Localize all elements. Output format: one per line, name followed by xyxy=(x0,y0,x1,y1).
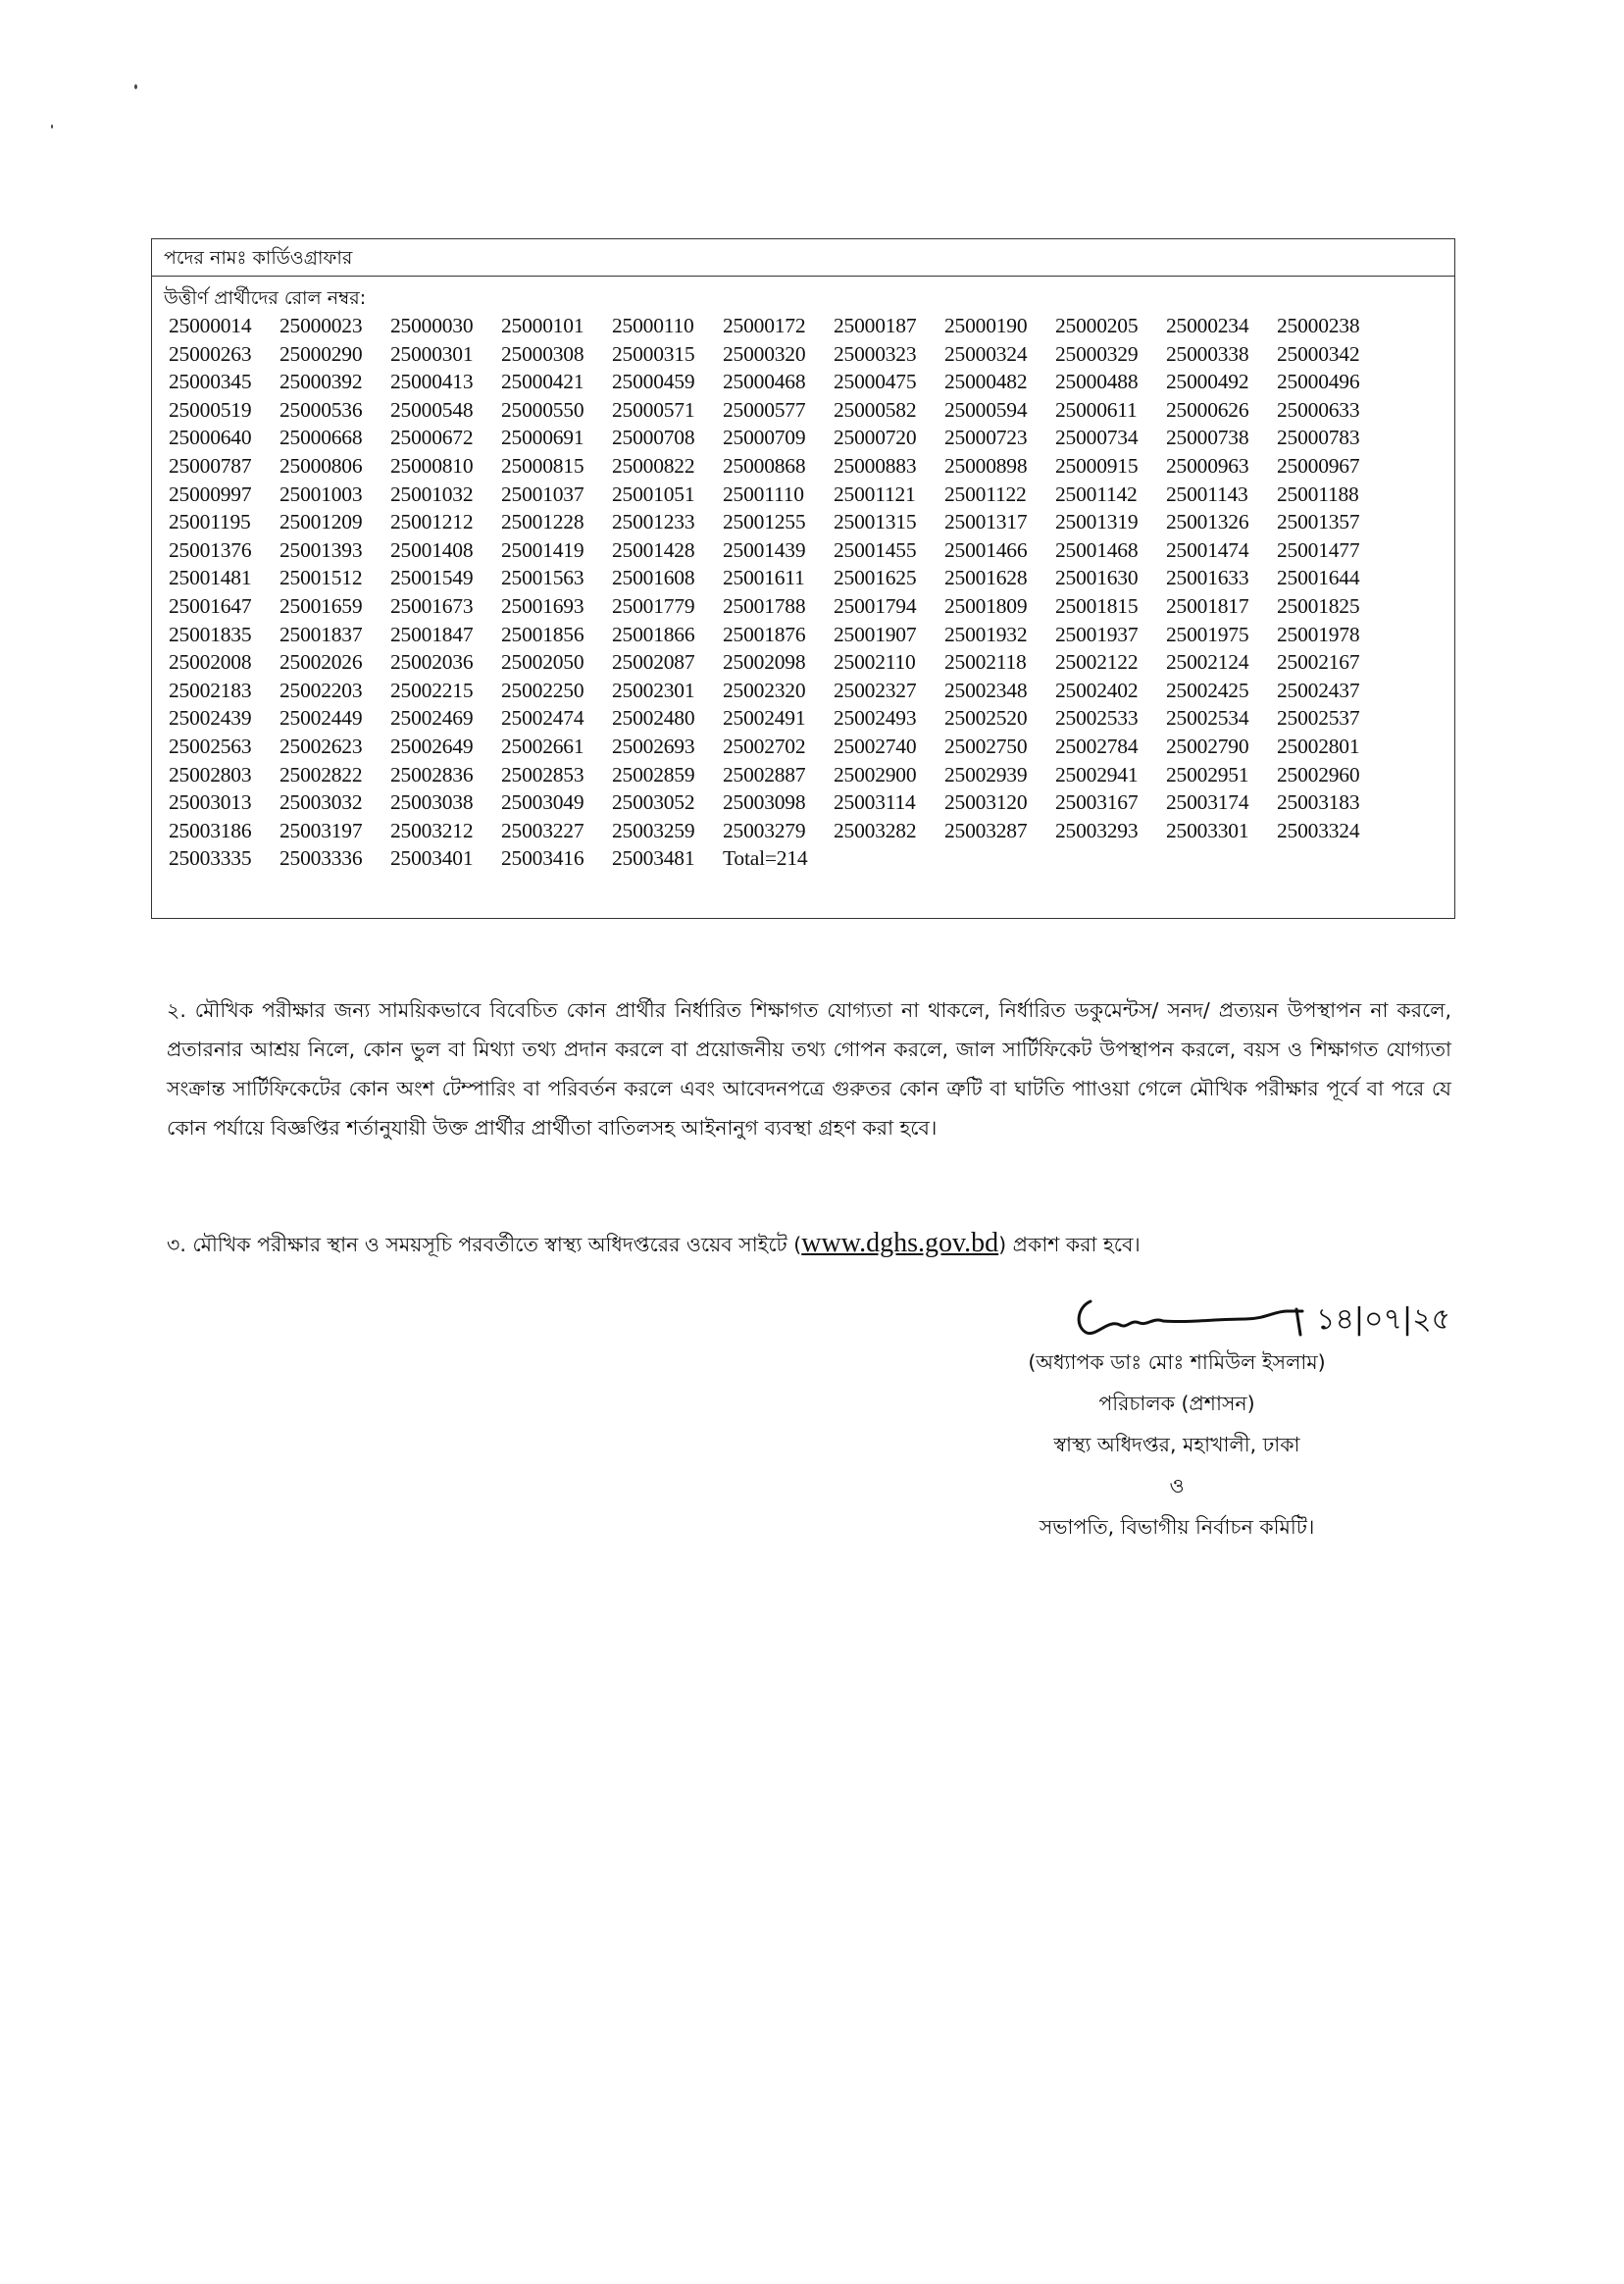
roll-number: 25000110 xyxy=(612,314,694,337)
roll-number: 25003013 xyxy=(169,790,252,815)
roll-number: 25000548 xyxy=(390,397,474,422)
roll-number: 25000320 xyxy=(723,341,806,366)
roll-number: 25001315 xyxy=(834,510,917,534)
roll-number: 25003293 xyxy=(1055,818,1139,842)
roll-number: 25003416 xyxy=(501,846,584,871)
roll-number: 25003197 xyxy=(279,818,363,842)
roll-number: 25002740 xyxy=(834,734,917,758)
roll-number: 25000787 xyxy=(169,453,252,478)
roll-number: 25002425 xyxy=(1166,678,1249,702)
roll-number: 25001477 xyxy=(1277,537,1360,562)
roll-number: 25000997 xyxy=(169,482,252,506)
roll-number: 25002939 xyxy=(944,762,1028,787)
roll-number: 25002533 xyxy=(1055,706,1139,731)
roll-number: 25001628 xyxy=(944,566,1028,590)
roll-number: 25002036 xyxy=(390,650,474,675)
roll-number: 25001319 xyxy=(1055,510,1139,534)
signatory-role: সভাপতি, বিভাগীয় নির্বাচন কমিটি। xyxy=(1039,1515,1315,1539)
roll-number: 25000640 xyxy=(169,426,252,450)
roll-number: 25002951 xyxy=(1166,762,1249,787)
roll-number: 25002563 xyxy=(169,734,252,758)
roll-number: 25001815 xyxy=(1055,593,1139,618)
roll-number: 25003279 xyxy=(723,818,806,842)
roll-number: 25002098 xyxy=(723,650,806,675)
roll-number: 25000883 xyxy=(834,453,917,478)
roll-number: 25000691 xyxy=(501,426,584,450)
roll-number: 25003212 xyxy=(390,818,474,842)
roll-number: 25000668 xyxy=(279,426,363,450)
roll-number: 25002480 xyxy=(612,706,695,731)
roll-number: 25002087 xyxy=(612,650,695,675)
roll-number: 25002537 xyxy=(1277,706,1360,731)
roll-number: 25000582 xyxy=(834,397,917,422)
roll-number: 25000238 xyxy=(1277,314,1360,337)
scan-speck xyxy=(51,125,53,128)
roll-number: 25000482 xyxy=(944,370,1028,394)
roll-number: 25001408 xyxy=(390,537,474,562)
roll-number: 25002520 xyxy=(944,706,1028,731)
roll-number: 25001255 xyxy=(723,510,806,534)
roll-number: 25001837 xyxy=(279,622,363,646)
roll-number: 25002853 xyxy=(501,762,584,787)
roll-number: 25000915 xyxy=(1055,453,1139,478)
roll-number: 25003186 xyxy=(169,818,252,842)
roll-number: 25000720 xyxy=(834,426,917,450)
roll-number: 25000315 xyxy=(612,341,695,366)
roll-number: 25002801 xyxy=(1277,734,1360,758)
roll-number: 25001439 xyxy=(723,537,806,562)
scan-speck xyxy=(134,84,137,89)
roll-number: 25000329 xyxy=(1055,341,1139,366)
roll-number: 25002203 xyxy=(279,678,363,702)
roll-number: 25001549 xyxy=(390,566,474,590)
roll-number: 25001209 xyxy=(279,510,363,534)
roll-number: 25003114 xyxy=(834,790,916,815)
roll-number: 25000738 xyxy=(1166,426,1249,450)
roll-number: 25001466 xyxy=(944,537,1028,562)
roll-number: 25001633 xyxy=(1166,566,1249,590)
roll-number: 25002784 xyxy=(1055,734,1139,758)
roll-number: 25000611 xyxy=(1055,397,1138,422)
roll-number: 25001110 xyxy=(723,482,804,506)
roll-number: 25000014 xyxy=(169,314,252,337)
roll-number: 25003167 xyxy=(1055,790,1139,815)
roll-number: 25002215 xyxy=(390,678,474,702)
roll-number: 25002469 xyxy=(390,706,474,731)
roll-number: 25001644 xyxy=(1277,566,1360,590)
roll-number: 25000868 xyxy=(723,453,806,478)
roll-number: 25001419 xyxy=(501,537,584,562)
roll-number: 25000301 xyxy=(390,341,474,366)
roll-heading: উত্তীর্ণ প্রার্থীদের রোল নম্বর: xyxy=(164,287,367,309)
roll-number: 25001563 xyxy=(501,566,584,590)
roll-number: 25003301 xyxy=(1166,818,1249,842)
roll-number: 25000421 xyxy=(501,370,584,394)
roll-number: 25001876 xyxy=(723,622,806,646)
roll-number: 25001212 xyxy=(390,510,474,534)
roll-number: 25002623 xyxy=(279,734,363,758)
roll-number: 25003287 xyxy=(944,818,1028,842)
roll-number: 25000234 xyxy=(1166,314,1249,337)
signatory-block xyxy=(961,1294,1393,1553)
roll-number: 25001037 xyxy=(501,482,584,506)
roll-number: 25000783 xyxy=(1277,426,1360,450)
roll-number: 25002900 xyxy=(834,762,917,787)
roll-number: 25002449 xyxy=(279,706,363,731)
roll-number-list xyxy=(152,314,1454,875)
roll-number: 25002183 xyxy=(169,678,252,702)
roll-number: 25000488 xyxy=(1055,370,1139,394)
roll-number: 25001794 xyxy=(834,593,917,618)
roll-number: 25001474 xyxy=(1166,537,1249,562)
roll-number: 25000898 xyxy=(944,453,1028,478)
clause-3-prefix: ৩. মৌখিক পরীক্ষার স্থান ও সময়সূচি পরবর্তীতে স্বাস্থ্য অধিদপ্তরের ওয়েব সাইটে ( xyxy=(167,1233,802,1256)
clause-3-suffix: ) প্রকাশ করা হবে। xyxy=(998,1233,1141,1256)
results-table xyxy=(151,238,1455,919)
roll-number: 25000967 xyxy=(1277,453,1360,478)
roll-number: 25003481 xyxy=(612,846,695,871)
roll-number: 25002887 xyxy=(723,762,806,787)
roll-number: 25000492 xyxy=(1166,370,1249,394)
roll-number: 25000810 xyxy=(390,453,474,478)
roll-number: 25001659 xyxy=(279,593,363,618)
roll-number: 25000496 xyxy=(1277,370,1360,394)
roll-number: 25000519 xyxy=(169,397,252,422)
roll-number: 25002693 xyxy=(612,734,695,758)
roll-number: 25002118 xyxy=(944,650,1027,675)
roll-number: 25002437 xyxy=(1277,678,1360,702)
roll-number: 25003183 xyxy=(1277,790,1360,815)
roll-number: 25002803 xyxy=(169,762,252,787)
roll-number: 25002750 xyxy=(944,734,1028,758)
roll-number: 25002327 xyxy=(834,678,917,702)
roll-number: 25001195 xyxy=(169,510,251,534)
roll-number: 25002124 xyxy=(1166,650,1249,675)
roll-number: 25001481 xyxy=(169,566,252,590)
roll-number: 25001032 xyxy=(390,482,474,506)
roll-number: 25002836 xyxy=(390,762,474,787)
roll-number: 25000345 xyxy=(169,370,252,394)
signatory-conjunction: ও xyxy=(1169,1474,1185,1497)
roll-number: 25002122 xyxy=(1055,650,1139,675)
roll-number: 25001376 xyxy=(169,537,252,562)
signatory-name: (অধ্যাপক ডাঃ মোঃ শামিউল ইসলাম) xyxy=(1028,1350,1326,1374)
roll-number: 25002649 xyxy=(390,734,474,758)
roll-number: 25001647 xyxy=(169,593,252,618)
roll-number: 25003259 xyxy=(612,818,695,842)
roll-number: 25001978 xyxy=(1277,622,1360,646)
roll-number: 25000475 xyxy=(834,370,917,394)
roll-number: 25001143 xyxy=(1166,482,1248,506)
roll-number: 25002491 xyxy=(723,706,806,731)
roll-number: 25000822 xyxy=(612,453,695,478)
roll-number: 25002474 xyxy=(501,706,584,731)
roll-number: 25002702 xyxy=(723,734,806,758)
roll-number: 25000815 xyxy=(501,453,584,478)
roll-number: 25001817 xyxy=(1166,593,1249,618)
roll-number: 25003120 xyxy=(944,790,1028,815)
roll-number: 25000323 xyxy=(834,341,917,366)
roll-number: 25000338 xyxy=(1166,341,1249,366)
roll-number: 25001835 xyxy=(169,622,252,646)
post-title: পদের নামঃ কার্ডিওগ্রাফার xyxy=(152,239,1454,277)
roll-number: 25001455 xyxy=(834,537,917,562)
roll-number: 25000577 xyxy=(723,397,806,422)
roll-number: 25001932 xyxy=(944,622,1028,646)
roll-number: 25001625 xyxy=(834,566,917,590)
roll-number: 25001937 xyxy=(1055,622,1139,646)
website-link[interactable]: www.dghs.gov.bd xyxy=(801,1228,999,1258)
roll-number: 25000190 xyxy=(944,314,1028,337)
roll-number: 25002110 xyxy=(834,650,916,675)
roll-number: 25002402 xyxy=(1055,678,1139,702)
roll-number: 25000459 xyxy=(612,370,695,394)
roll-number: 25001233 xyxy=(612,510,695,534)
roll-number: 25002859 xyxy=(612,762,695,787)
roll-number: 25001188 xyxy=(1277,482,1359,506)
roll-number: 25000468 xyxy=(723,370,806,394)
roll-number: 25000023 xyxy=(279,314,363,337)
roll-number: 25000263 xyxy=(169,341,252,366)
signatory-office: স্বাস্থ্য অধিদপ্তর, মহাখালী, ঢাকা xyxy=(1053,1433,1300,1456)
roll-number: 25001847 xyxy=(390,622,474,646)
roll-number: 25002026 xyxy=(279,650,363,675)
roll-number: 25001825 xyxy=(1277,593,1360,618)
roll-number: 25002167 xyxy=(1277,650,1360,675)
roll-number: 25000290 xyxy=(279,341,363,366)
signature-date: ১৪|০৭|২৫ xyxy=(1316,1302,1451,1337)
roll-number: 25002822 xyxy=(279,762,363,787)
roll-number: 25001317 xyxy=(944,510,1028,534)
clause-3 xyxy=(167,1224,1451,1264)
roll-number: 25001512 xyxy=(279,566,363,590)
roll-number: 25000342 xyxy=(1277,341,1360,366)
roll-number: 25003282 xyxy=(834,818,917,842)
roll-number: 25002790 xyxy=(1166,734,1249,758)
roll-number: 25001611 xyxy=(723,566,805,590)
roll-number: 25002661 xyxy=(501,734,584,758)
roll-number: 25003032 xyxy=(279,790,363,815)
roll-number: 25001809 xyxy=(944,593,1028,618)
roll-number: 25001121 xyxy=(834,482,916,506)
roll-number: 25000550 xyxy=(501,397,584,422)
roll-number: 25002534 xyxy=(1166,706,1249,731)
roll-number: 25001142 xyxy=(1055,482,1138,506)
roll-number: 25001357 xyxy=(1277,510,1360,534)
roll-number: 25000324 xyxy=(944,341,1028,366)
roll-number: 25000187 xyxy=(834,314,917,337)
roll-number: 25003174 xyxy=(1166,790,1249,815)
roll-number: 25000709 xyxy=(723,426,806,450)
roll-number: 25003324 xyxy=(1277,818,1360,842)
roll-number: 25003336 xyxy=(279,846,363,871)
roll-number: 25002320 xyxy=(723,678,806,702)
roll-number: 25001003 xyxy=(279,482,363,506)
roll-number: 25003335 xyxy=(169,846,252,871)
roll-number: 25000571 xyxy=(612,397,695,422)
roll-number: 25001907 xyxy=(834,622,917,646)
roll-number: 25000308 xyxy=(501,341,584,366)
roll-number: 25002050 xyxy=(501,650,584,675)
roll-number: 25001673 xyxy=(390,593,474,618)
roll-number: 25001228 xyxy=(501,510,584,534)
signatory-designation: পরিচালক (প্রশাসন) xyxy=(1098,1392,1255,1415)
roll-number: 25002493 xyxy=(834,706,917,731)
roll-number: 25000626 xyxy=(1166,397,1249,422)
roll-number: 25000536 xyxy=(279,397,363,422)
roll-number: 25002960 xyxy=(1277,762,1360,787)
roll-number: 25000205 xyxy=(1055,314,1139,337)
roll-number: 25000594 xyxy=(944,397,1028,422)
roll-number: 25001630 xyxy=(1055,566,1139,590)
roll-number: 25002301 xyxy=(612,678,695,702)
roll-number: 25000101 xyxy=(501,314,584,337)
roll-number: 25000172 xyxy=(723,314,806,337)
roll-number: 25001051 xyxy=(612,482,695,506)
roll-number: 25001393 xyxy=(279,537,363,562)
roll-number: 25000708 xyxy=(612,426,695,450)
roll-number: 25001326 xyxy=(1166,510,1249,534)
roll-number: 25001468 xyxy=(1055,537,1139,562)
roll-number: 25002439 xyxy=(169,706,252,731)
roll-number: 25000672 xyxy=(390,426,474,450)
roll-number: 25001428 xyxy=(612,537,695,562)
roll-number: 25003052 xyxy=(612,790,695,815)
roll-number: 25001788 xyxy=(723,593,806,618)
roll-number: 25003038 xyxy=(390,790,474,815)
roll-number: 25000392 xyxy=(279,370,363,394)
roll-number: 25003098 xyxy=(723,790,806,815)
roll-number: 25001608 xyxy=(612,566,695,590)
roll-number: 25003227 xyxy=(501,818,584,842)
roll-number: 25001779 xyxy=(612,593,695,618)
roll-number: 25001693 xyxy=(501,593,584,618)
roll-number: 25002941 xyxy=(1055,762,1139,787)
roll-number: 25001866 xyxy=(612,622,695,646)
roll-number: 25001975 xyxy=(1166,622,1249,646)
roll-number: 25003049 xyxy=(501,790,584,815)
roll-number: 25002250 xyxy=(501,678,584,702)
roll-number: 25000963 xyxy=(1166,453,1249,478)
roll-number: 25002348 xyxy=(944,678,1028,702)
roll-number: 25000030 xyxy=(390,314,474,337)
roll-number: 25000413 xyxy=(390,370,474,394)
roll-number: 25003401 xyxy=(390,846,474,871)
roll-number: 25000723 xyxy=(944,426,1028,450)
roll-number: 25001122 xyxy=(944,482,1027,506)
roll-number: 25000734 xyxy=(1055,426,1139,450)
roll-number: 25001856 xyxy=(501,622,584,646)
clause-2: ২. মৌখিক পরীক্ষার জন্য সাময়িকভাবে বিবেচিত কোন প্রার্থীর নির্ধারিত শিক্ষাগত যোগ্যতা না থাকলে, নির্ধারিত ডকুমেন্টস/ সনদ/ প্রত্যয়ন উপস্থাপন না করলে, প্রতারনার আশ্রয় নিলে, কোন ভুল বা মিথ্যা তথ্য প্রদান করলে বা প্রয়োজনীয় তথ্য গোপন করলে, জাল সার্টিফিকেট উপস্থাপন করলে, বয়স ও শিক্ষাগত যোগ্যতা সংক্রান্ত সার্টিফিকেটের কোন অংশ টেম্পারিং বা পরিবর্তন করলে এবং আবেদনপত্রে গুরুতর কোন ত্রুটি বা ঘাটতি পাাওয়া গেলে মৌখিক পরীক্ষার পূর্বে বা পরে যে কোন পর্যায়ে বিজ্ঞপ্তির শর্তানুযায়ী উক্ত প্রার্থীর প্রার্থীতা বাতিলসহ আইনানুগ ব্যবস্থা গ্রহণ করা হবে। xyxy=(167,998,1451,1140)
roll-number: 25000633 xyxy=(1277,397,1360,422)
roll-number: 25000806 xyxy=(279,453,363,478)
roll-number: 25002008 xyxy=(169,650,252,675)
total-count: Total=214 xyxy=(723,846,808,871)
